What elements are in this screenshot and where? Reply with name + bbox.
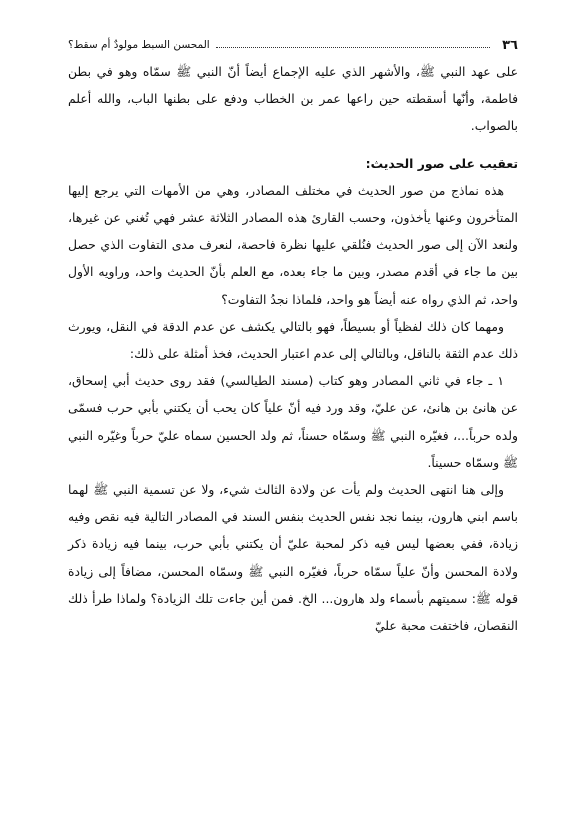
- numbered-paragraph: ١ ـ جاء في ثاني المصادر وهو كتاب (مسند الطيالسي) فقد روى حديث أبي إسحاق، عن هانئ بن هانئ، عن عليّ، وقد ورد فيه أنّ علياً كان يحب أن يكتني بأبي حرب فسمّى ولده حرباً...، فغيّره النبي ﷺ وسمّاه حسناً، ثم ولد الحسين سماه عليّ حرباً وغيّره النبي ﷺ وسمّاه حسيناً.: [68, 373, 518, 470]
- page-body: [68, 58, 518, 639]
- paragraph: ومهما كان ذلك لفظياً أو بسيطاً، فهو بالتالي يكشف عن عدم الدقة في النقل، ويورث ذلك عدم الثقة بالناقل، وبالتالي إلى عدم اعتبار الحديث، فخذ أمثلة على ذلك:: [68, 318, 518, 362]
- paragraph: وإلى هنا انتهى الحديث ولم يأت عن ولادة الثالث شيء، ولا عن تسمية النبي ﷺ لهما باسم ابني هارون، بينما نجد نفس الحديث بنفس السند في المصادر التالية فيه نقص وفيه زيادة، ففي بعضها ليس فيه ذكر لمحبة عليّ أن يكتني بأبي حرب، بينما فيه زيادة ذكر ولادة المحسن وأنّ علياً سمّاه حرباً، فغيّره النبي ﷺ وسمّاه المحسن، مضافاً إلى زيادة قوله ﷺ: سميتهم بأسماء ولد هارون... الخ. فمن أين جاءت تلك الزيادة؟ ولماذا طرأ ذلك النقصان، فاختفت محبة عليّ: [68, 482, 518, 634]
- paragraph: هذه نماذج من صور الحديث في مختلف المصادر، وهي من الأمهات التي يرجع إليها المتأخرون وعنها يأخذون، وحسب القارئ هذه المصادر الثلاثة عشر فهي تُغني عن غيرها، ولنعد الآن إلى صور الحديث فنُلقي عليها نظرة فاحصة، لنعرف مدى التفاوت الذي حصل بين ما جاء في أقدم مصدر، وبين ما جاء بعده، مع العلم بأنّ الحديث واحد، وراويه الأول واحد، ثم الذي رواه عنه أيضاً هو واحد، فلماذا نجدُ التفاوت؟: [68, 182, 518, 307]
- running-title: المحسن السبط مولودٌ أم سقط؟: [68, 39, 210, 51]
- page-number: ٣٦: [502, 37, 518, 53]
- running-header: [68, 34, 518, 56]
- paragraph-continuation: على عهد النبي ﷺ، والأشهر الذي عليه الإجماع أيضاً أنّ النبي ﷺ سمّاه وهو في بطن فاطمة، وأنّها أسقطته حين راعها عمر بن الخطاب ودفع على بطنها الباب، والله أعلم بالصواب.: [68, 64, 518, 134]
- section-heading: تعقيب على صور الحديث:: [365, 155, 518, 171]
- header-dotted-rule: [216, 47, 490, 48]
